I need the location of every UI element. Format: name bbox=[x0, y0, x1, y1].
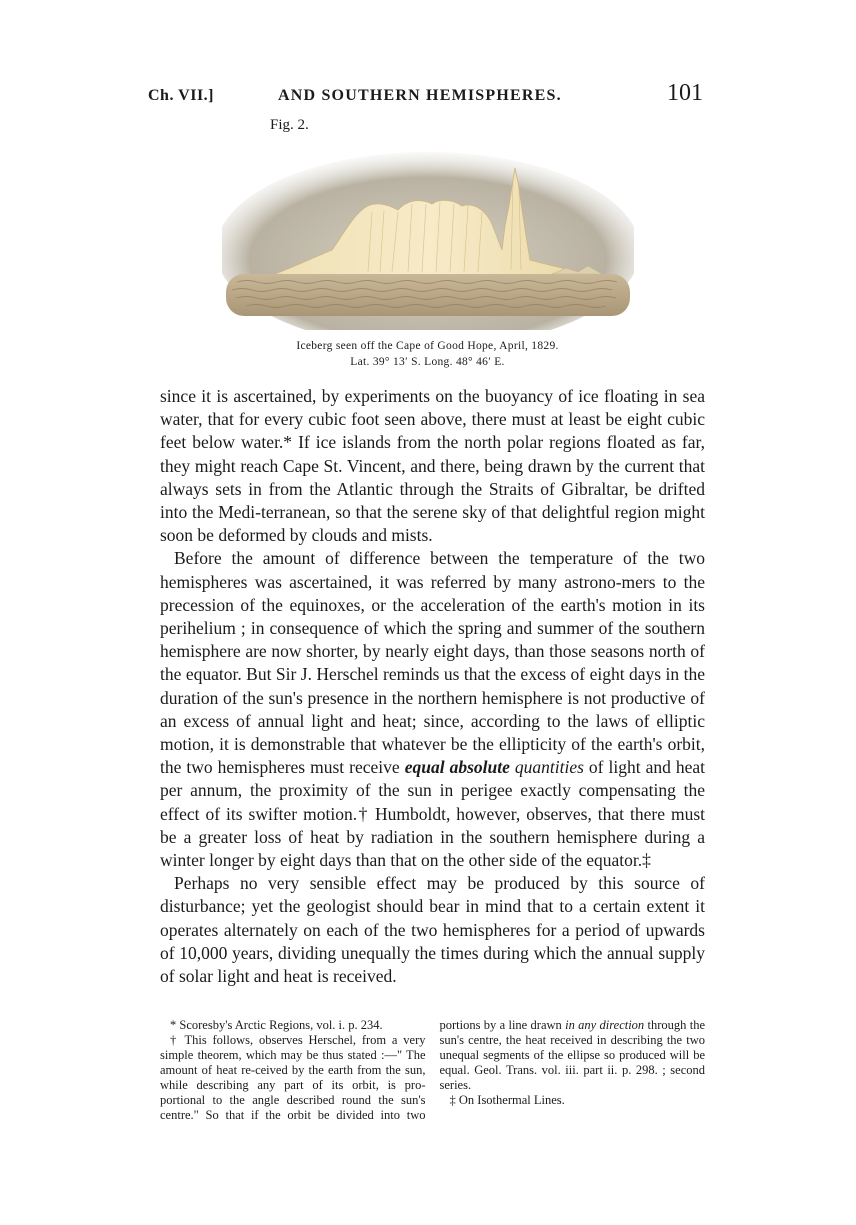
footnotes bbox=[160, 1018, 705, 1123]
page-number: 101 bbox=[667, 80, 703, 106]
running-header bbox=[148, 80, 703, 110]
paragraph-2-part-a: Before the amount of difference between the temperature of the two hemispheres was ascertained, it was referred by many astrono-mers to the precession of the equinoxes, or the acceleration of the earth's motion in its perihelium ; in consequence of which the spring and summer of the southern hemisphere are now shorter, by nearly eight days, than those seasons north of the equator. But Sir J. Herschel reminds us that the excess of eight days in the duration of the sun's presence in the northern hemisphere is not productive of an excess of annual light and heat; since, according to the laws of elliptic motion, it is demonstrable that whatever be the ellipticity of the earth's orbit, the two hemispheres must receive bbox=[160, 548, 705, 778]
footnote-3: ‡ On Isothermal Lines. bbox=[449, 1093, 565, 1107]
emphasis-quantities: quantities bbox=[514, 757, 584, 778]
footnote-1: * Scoresby's Arctic Regions, vol. i. p. 234. bbox=[170, 1018, 383, 1032]
running-title: AND SOUTHERN HEMISPHERES. bbox=[278, 87, 562, 104]
paragraph-3: Perhaps no very sensible effect may be produced by this source of disturbance; yet the geologist should bear in mind that to a certain extent it operates alternately on each of the two hemispheres for a period of upwards of 10,000 years, dividing unequally the times during which the annual supply of solar light and heat is received. bbox=[160, 873, 705, 987]
footnote-2-part-a: † This follows, observes Herschel, from a very simple theorem, which may be thus stated :—" The amount of heat re-ceived by the earth from the sun, while describing any part of its orbit, is pro-portional to the angle described round the sun's centre." So that if the orbit be divided into two portions by a line drawn bbox=[160, 1018, 562, 1122]
paragraph-1: since it is ascertained, by experiments on the buoyancy of ice floating in sea water, that for every cubic foot seen above, there must at least be eight cubic feet below water.* If ice islands from the north polar regions floated as far, they might reach Cape St. Vincent, and there, being drawn by the current that always sets in from the Atlantic through the Straits of Gibraltar, be drifted into the Medi-terranean, so that the serene sky of that delightful region might soon be deformed by clouds and mists. bbox=[160, 386, 705, 546]
footnote-2-italic: in any direction bbox=[565, 1018, 645, 1032]
figure-caption: Iceberg seen off the Cape of Good Hope, April, 1829. bbox=[296, 340, 559, 352]
iceberg-illustration bbox=[222, 140, 634, 330]
paragraph-2-part-b: of light and heat per annum, the proximity of the sun in perigee exactly compensating the effect of its swifter motion.† Humboldt, however, observes, that there must be a greater loss of heat by radiation in the southern hemisphere during a winter longer by eight days than that on the other side of the equator.‡ bbox=[160, 757, 706, 871]
body-text bbox=[160, 385, 705, 988]
emphasis-equal-absolute: equal absolute bbox=[404, 757, 510, 778]
chapter-label: Ch. VII.] bbox=[148, 87, 214, 104]
paragraph-2 bbox=[160, 547, 705, 872]
figure-coordinates: Lat. 39° 13′ S. Long. 48° 46′ E. bbox=[350, 356, 505, 368]
footnote-2-part-b: through the sun's centre, the heat received in describing the two unequal segments of the ellipse so produced will be equal. Geol. Trans. vol. iii. part ii. p. 298. ; second series. bbox=[439, 1018, 705, 1092]
figure-label: Fig. 2. bbox=[270, 117, 309, 133]
